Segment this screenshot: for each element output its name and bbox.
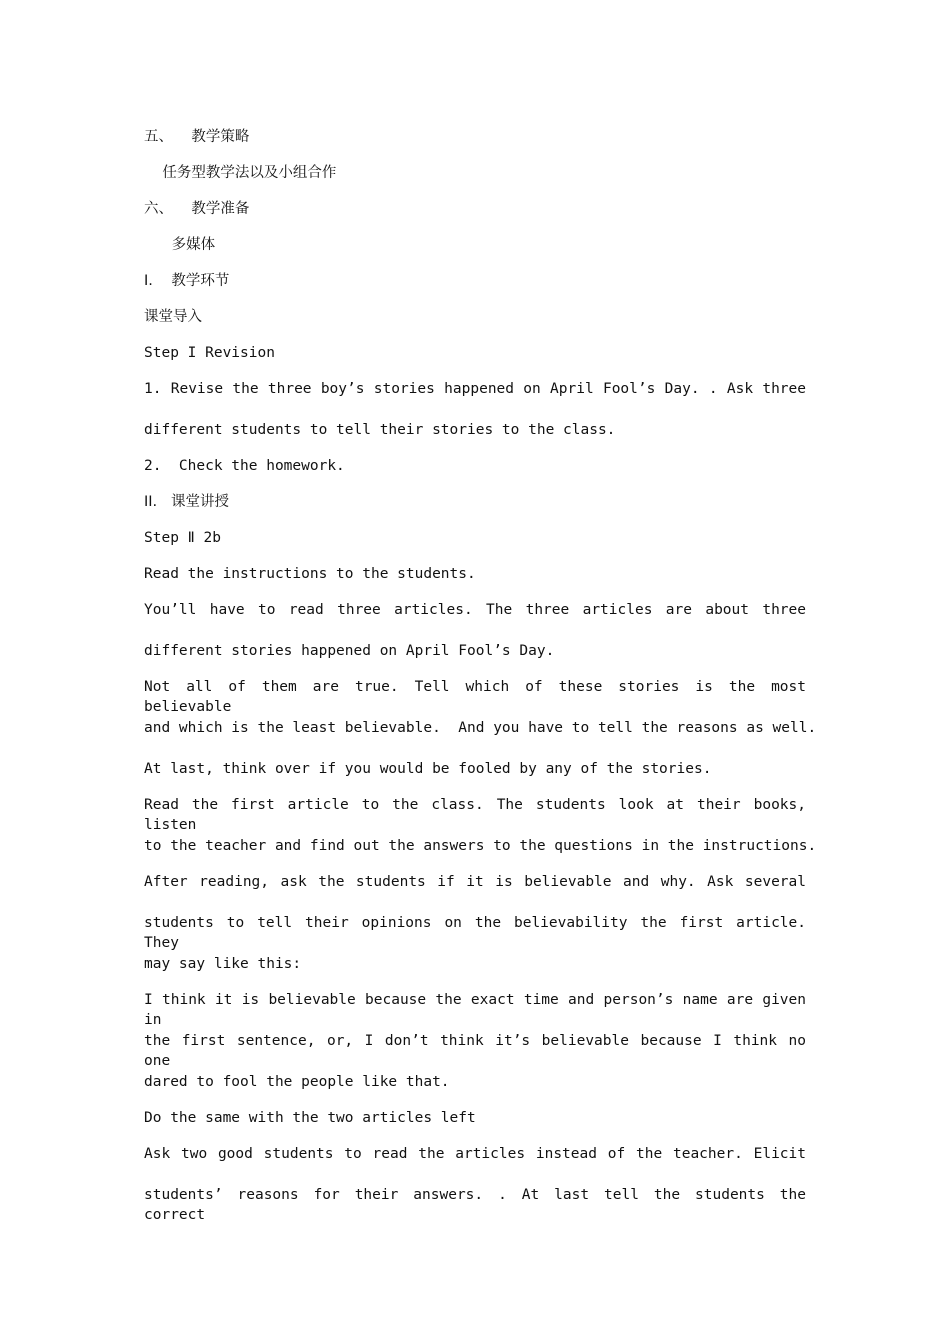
articles-text-cont: different stories happened on April Fool’s Day.	[144, 643, 555, 659]
lead-in-heading: 课堂导入	[144, 309, 202, 325]
section-heading-five: 五、 教学策略	[144, 129, 250, 145]
opinions-text: students to tell their opinions on the believability the first article. They	[144, 915, 806, 951]
articles-text: You’ll have to read three articles. The three articles are about three	[144, 602, 806, 618]
after-reading-text: After reading, ask the students if it is believable and why. Ask several	[144, 874, 806, 890]
least-believable-text: and which is the least believable. And you have to tell the reasons as well.	[144, 720, 817, 736]
may-say-text: may say like this:	[144, 956, 302, 972]
strategy-text: 任务型教学法以及小组合作	[144, 165, 337, 181]
instructions-text: Read the instructions to the students.	[144, 566, 476, 582]
reasons-text: students’ reasons for their answers. . At last tell the students the correct	[144, 1187, 806, 1223]
section-heading-ii: II. 课堂讲授	[144, 494, 229, 510]
section-heading-i: I. 教学环节	[144, 273, 230, 289]
example-text: I think it is believable because the exact time and person’s name are given in	[144, 992, 806, 1028]
preparation-text: 多媒体	[144, 237, 216, 253]
same-with-text: Do the same with the two articles left	[144, 1110, 476, 1126]
example-text-cont: the first sentence, or, I don’t think it’s believable because I think no one	[144, 1033, 806, 1069]
check-homework: 2. Check the homework.	[144, 458, 345, 474]
step-one-heading: Step I Revision	[144, 345, 275, 361]
not-all-true-text: Not all of them are true. Tell which of these stories is the most believable	[144, 679, 806, 715]
section-heading-six: 六、 教学准备	[144, 201, 250, 217]
read-first-article-cont: to the teacher and find out the answers to the questions in the instructions.	[144, 838, 817, 854]
revise-text-cont: different students to tell their stories to the class.	[144, 422, 616, 438]
read-first-article-text: Read the first article to the class. The students look at their books, listen	[144, 797, 806, 833]
at-last-text: At last, think over if you would be fooled by any of the stories.	[144, 761, 712, 777]
step-two-heading: Step Ⅱ 2b	[144, 530, 221, 546]
revise-text: 1. Revise the three boy’s stories happened on April Fool’s Day. . Ask three	[144, 381, 806, 397]
example-text-end: dared to fool the people like that.	[144, 1074, 450, 1090]
ask-good-students-text: Ask two good students to read the articles instead of the teacher. Elicit	[144, 1146, 806, 1162]
